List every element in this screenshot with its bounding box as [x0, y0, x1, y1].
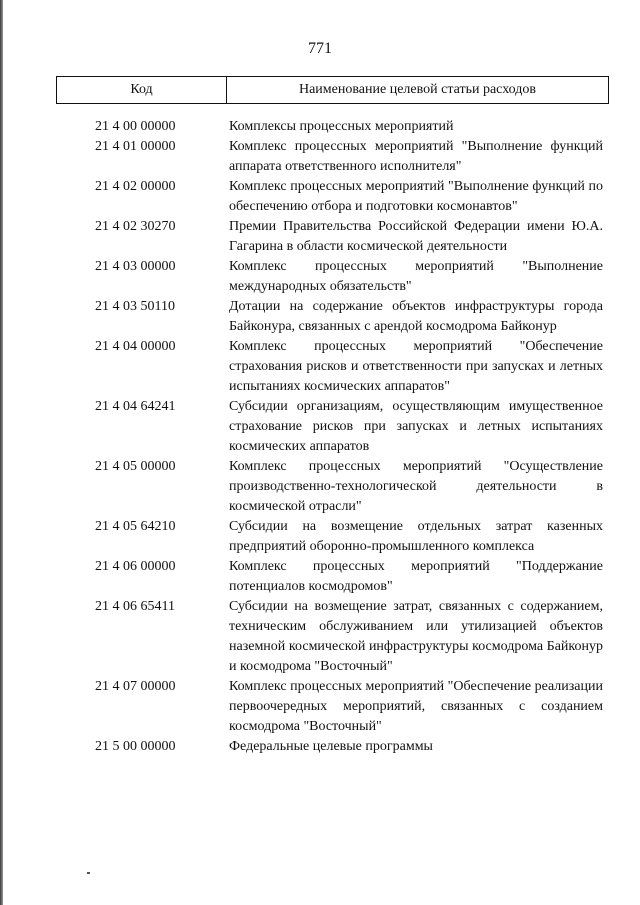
row-name: Комплекс процессных мероприятий "Выполнение функций по обеспечению отбора и подготовки космонавтов"	[229, 179, 603, 214]
table-row	[0, 217, 640, 257]
row-name: Комплекс процессных мероприятий "Обеспечение реализации первоочередных мероприятий, связанных с созданием космодрома "Восточный"	[229, 679, 603, 734]
row-name: Комплексы процессных мероприятий	[229, 119, 454, 134]
table-row	[0, 337, 640, 397]
row-name: Комплекс процессных мероприятий "Выполнение функций аппарата ответственного исполнителя"	[229, 139, 603, 174]
row-name: Дотации на содержание объектов инфраструктуры города Байконура, связанных с арендой космодрома Байконур	[229, 299, 603, 334]
scan-speck	[87, 872, 90, 874]
row-name: Комплекс процессных мероприятий "Поддержание потенциалов космодромов"	[229, 559, 603, 594]
table-row	[0, 557, 640, 597]
table-row	[0, 297, 640, 337]
row-name: Субсидии на возмещение отдельных затрат казенных предприятий оборонно-промышленного комплекса	[229, 519, 603, 554]
row-code: 21 4 02 30270	[95, 219, 176, 234]
row-name: Субсидии на возмещение затрат, связанных с содержанием, техническим обслуживанием или утилизацией объектов наземной космической инфраструктуры космодрома Байконур и космодрома "Восточный"	[229, 599, 603, 674]
table-row	[0, 737, 640, 757]
row-code: 21 4 07 00000	[95, 679, 176, 694]
row-code: 21 4 06 00000	[95, 559, 176, 574]
row-name: Комплекс процессных мероприятий "Выполнение международных обязательств"	[229, 259, 603, 294]
row-code: 21 4 02 00000	[95, 179, 176, 194]
row-name: Комплекс процессных мероприятий "Осуществление производственно-технологической деятельности в космической отрасли"	[229, 459, 603, 514]
row-code: 21 4 00 00000	[95, 119, 176, 134]
page-number: 771	[308, 40, 332, 57]
entries-list	[0, 117, 640, 757]
row-name: Комплекс процессных мероприятий "Обеспечение страхования рисков и ответственности при запусках и летных испытаниях космических аппаратов"	[229, 339, 603, 394]
row-name: Федеральные целевые программы	[229, 739, 433, 754]
table-row	[0, 137, 640, 177]
row-code: 21 4 05 64210	[95, 519, 176, 534]
header-code: Код	[57, 77, 227, 103]
row-name: Премии Правительства Российской Федерации имени Ю.А. Гагарина в области космической деятельности	[229, 219, 603, 254]
table-row	[0, 597, 640, 677]
table-row	[0, 117, 640, 137]
table-row	[0, 397, 640, 457]
row-code: 21 4 06 65411	[95, 599, 175, 614]
row-code: 21 4 04 64241	[95, 399, 176, 414]
row-name: Субсидии организациям, осуществляющим имущественное страхование рисков при запусках и летных испытаниях космических аппаратов	[229, 399, 603, 454]
header-name: Наименование целевой статьи расходов	[298, 82, 537, 97]
row-code: 21 4 04 00000	[95, 339, 176, 354]
row-code: 21 5 00 00000	[95, 739, 176, 754]
row-code: 21 4 03 50110	[95, 299, 175, 314]
table-row	[0, 677, 640, 737]
table-header	[56, 76, 609, 104]
table-row	[0, 257, 640, 297]
row-code: 21 4 03 00000	[95, 259, 176, 274]
row-code: 21 4 01 00000	[95, 139, 176, 154]
table-row	[0, 517, 640, 557]
table-row	[0, 177, 640, 217]
row-code: 21 4 05 00000	[95, 459, 176, 474]
table-row	[0, 457, 640, 517]
